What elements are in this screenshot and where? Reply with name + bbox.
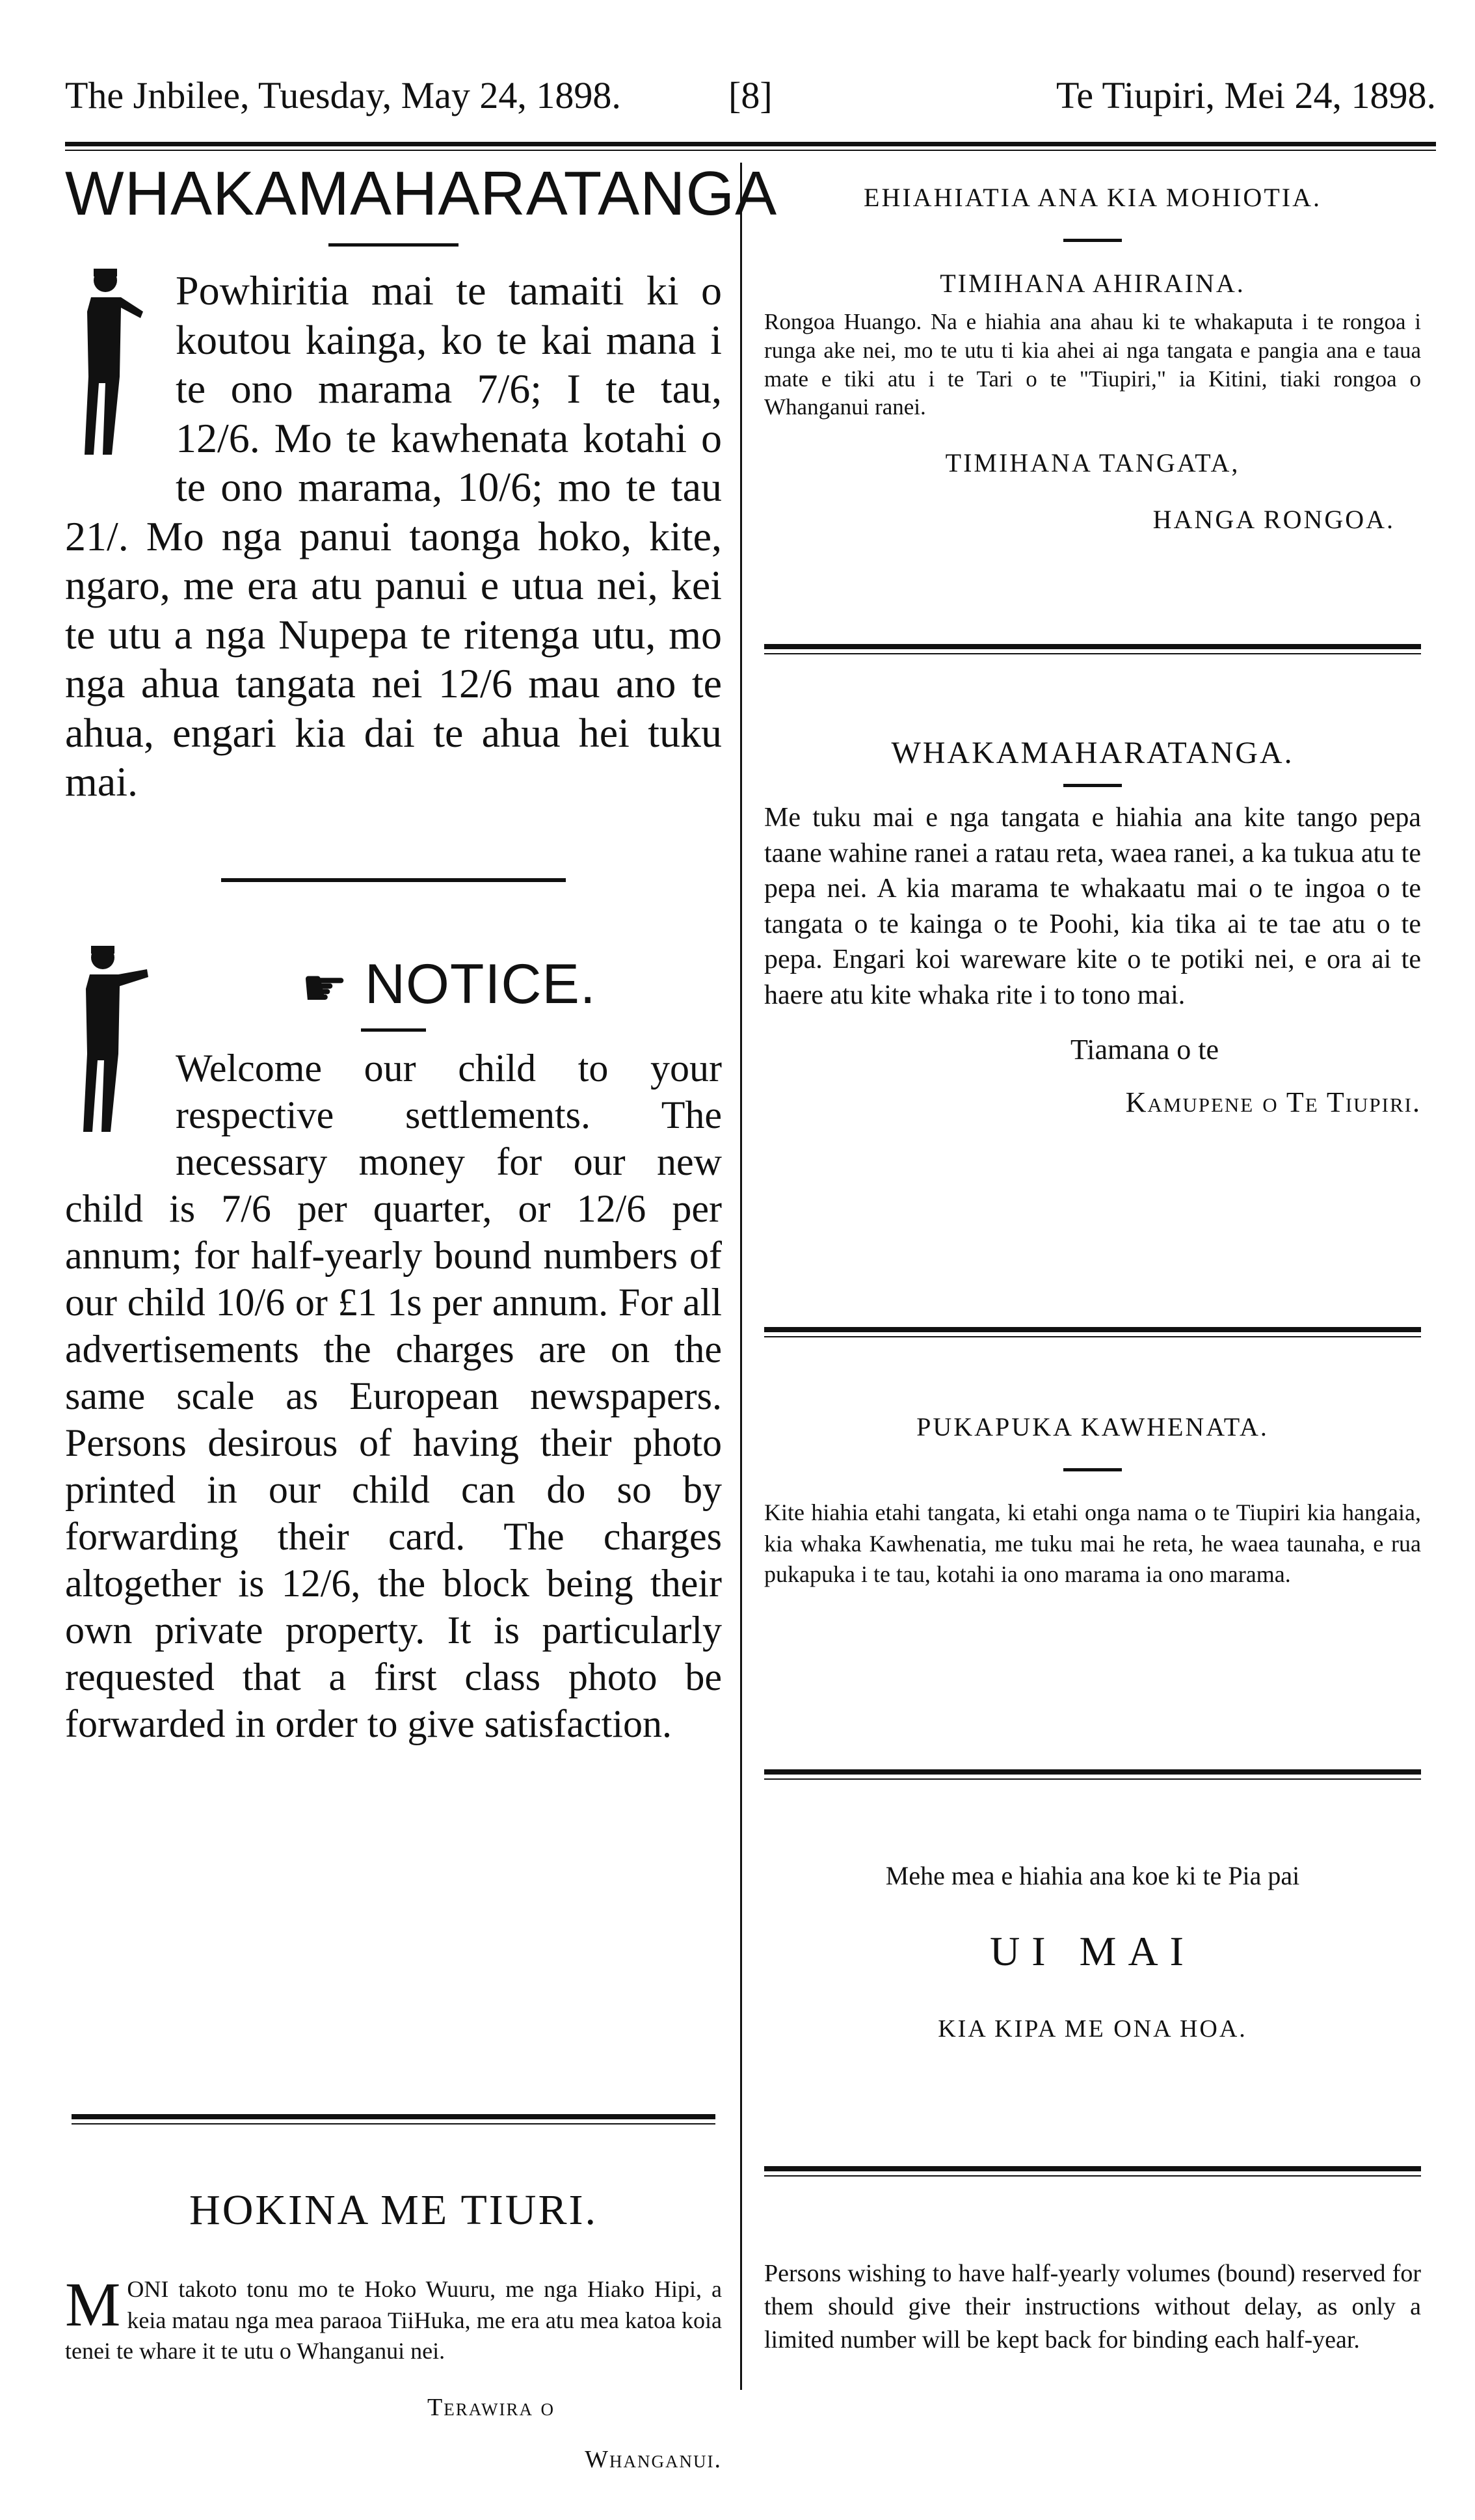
- pia-headline: UI MAI: [990, 1928, 1195, 1974]
- section-double-rule: [764, 644, 1421, 654]
- whakamaharatanga-notice-heading: WHAKAMAHARATANGA.: [891, 736, 1294, 770]
- right-column: [764, 163, 1421, 2494]
- persons-body: Persons wishing to have half-yearly volumes (bound) reserved for them should give their instructions without delay, as only a limited number will be kept back for binding each half-year.: [764, 2260, 1421, 2353]
- pia-intro: Mehe mea e hiahia ana koe ki te Pia pai: [885, 1861, 1300, 1890]
- section-rule: [221, 878, 566, 882]
- whakamaharatanga-signature-line-1: Tiamana o te: [1070, 1033, 1219, 1066]
- pukapuka-body: Kite hiahia etahi tangata, ki etahi onga nama o te Tiupiri kia hangaia, kia whaka Kawhenatia, me tuku mai he reta, he waea taunaha, e rua pukapuka i te tau, kotahi ia ono marama ia ono marama.: [764, 1499, 1421, 1588]
- section-double-rule: [72, 2114, 715, 2125]
- hokina-heading: HOKINA ME TIURI.: [189, 2186, 598, 2234]
- hokina-body: [65, 2270, 722, 2367]
- hokina-text: ONI takoto tonu mo te Hoko Wuuru, me nga Hiako Hipi, a keia matau nga mea paraoa TiiHuka, me era atu mea katoa koia tenei te whare it te utu o Whanganui nei.: [65, 2276, 722, 2365]
- hokina-signature-line-2: Whanganui.: [585, 2445, 722, 2473]
- whakamaharatanga-notice-body: Me tuku mai e nga tangata e hiahia ana kite tango pepa taane wahine ranei a ratau reta, waea ranei, a ka tukua atu te pepa nei. A kia marama te whakaatu mai o te ingoa o te tangata o te kainga o te Poohi, kia tika ai te tae atu o te pepa. Engari koi wareware kite o te potiki nei, e ora ai te haere atu kite whaka rite i to tono mai.: [764, 803, 1421, 1010]
- whakamaharatanga-body: Powhiritia mai te tamaiti ki o koutou kainga, ko te kai mana i te ono marama 7/6; I te tau, 12/6. Mo te kawhenata kotahi o te ono marama, 10/6; mo te tau 21/. Mo nga panui taonga hoko, kite, ngaro, me era atu panui e utua nei, kei te utu a nga Nupepa te ritenga utu, mo nga ahua tangata nei 12/6 mau ano te ahua, engari kia dai te ahua hei tuku mai.: [65, 267, 722, 805]
- header-date-maori: Te Tiupiri, Mei 24, 1898.: [1056, 74, 1436, 116]
- hokina-section: [65, 2186, 722, 2474]
- heading-rule: [1063, 1468, 1122, 1471]
- pia-subline: KIA KIPA ME ONA HOA.: [938, 2015, 1247, 2043]
- heading-rule: [328, 243, 458, 247]
- section-double-rule: [764, 1327, 1421, 1337]
- heading-rule: [1063, 784, 1122, 787]
- heading-rule: [361, 1028, 426, 1032]
- whakamaharatanga-signature-line-2: Kamupene o Te Tiupiri.: [1125, 1086, 1421, 1118]
- notice-section: [65, 943, 722, 1747]
- standing-man-icon: [65, 266, 156, 461]
- ehiahiatia-signature-line-1: TIMIHANA TANGATA,: [945, 448, 1240, 477]
- left-column: [65, 159, 778, 2494]
- persons-section: [764, 2257, 1421, 2357]
- drop-cap: M: [65, 2270, 121, 2339]
- heading-rule: [1063, 239, 1122, 242]
- pukapuka-section: [764, 1412, 1421, 1590]
- page-number: [8]: [728, 74, 773, 116]
- standing-man-icon: [65, 943, 156, 1138]
- whakamaharatanga-section: [65, 159, 778, 807]
- whakamaharatanga-heading: WHAKAMAHARATANGA: [65, 159, 778, 228]
- section-double-rule: [764, 2166, 1421, 2177]
- ehiahiatia-signature-line-2: HANGA RONGOA.: [1152, 505, 1395, 534]
- section-double-rule: [764, 1769, 1421, 1780]
- hokina-signature-line-1: Terawira o: [427, 2393, 555, 2421]
- notice-title: NOTICE.: [364, 953, 596, 1015]
- header-date-english: The Jnbilee, Tuesday, May 24, 1898.: [65, 74, 621, 116]
- notice-body: Welcome our child to your respective settlements. The necessary money for our new child is 7/6 per quarter, or 12/6 per annum; for half-yearly bound numbers of our child 10/6 or £1 1s per annum. For all advertisements the charges are on the same scale as European newspapers. Persons desirous of having their photo printed in our child can do so by forwarding their card. The charges altogether is 12/6, the block being their own private property. It is particularly requested that a first class photo be forwarded in order to give satisfaction.: [65, 1047, 722, 1746]
- timihana-heading: TIMIHANA AHIRAINA.: [940, 269, 1245, 298]
- pukapuka-heading: PUKAPUKA KAWHENATA.: [916, 1412, 1269, 1441]
- ehiahiatia-section: [764, 182, 1421, 535]
- page-header: [65, 74, 1436, 135]
- pointing-hand-icon: ☛: [301, 959, 349, 1017]
- column-divider: [740, 163, 742, 2390]
- whakamaharatanga-notice-section: [764, 735, 1421, 1119]
- header-rule: [65, 142, 1436, 151]
- ehiahiatia-body: Rongoa Huango. Na e hiahia ana ahau ki te whakaputa i te rongoa i runga ake nei, mo te utu ti kia ahei ai nga tangata e pangia ana e taua mate e tiki atu i te Tari o te "Tiupiri," ia Kitini, tiaki rongoa o Whanganui ranei.: [764, 309, 1421, 420]
- ehiahiatia-heading: EHIAHIATIA ANA KIA MOHIOTIA.: [864, 183, 1322, 212]
- pia-section: [764, 1860, 1421, 2043]
- notice-heading: [65, 943, 722, 1017]
